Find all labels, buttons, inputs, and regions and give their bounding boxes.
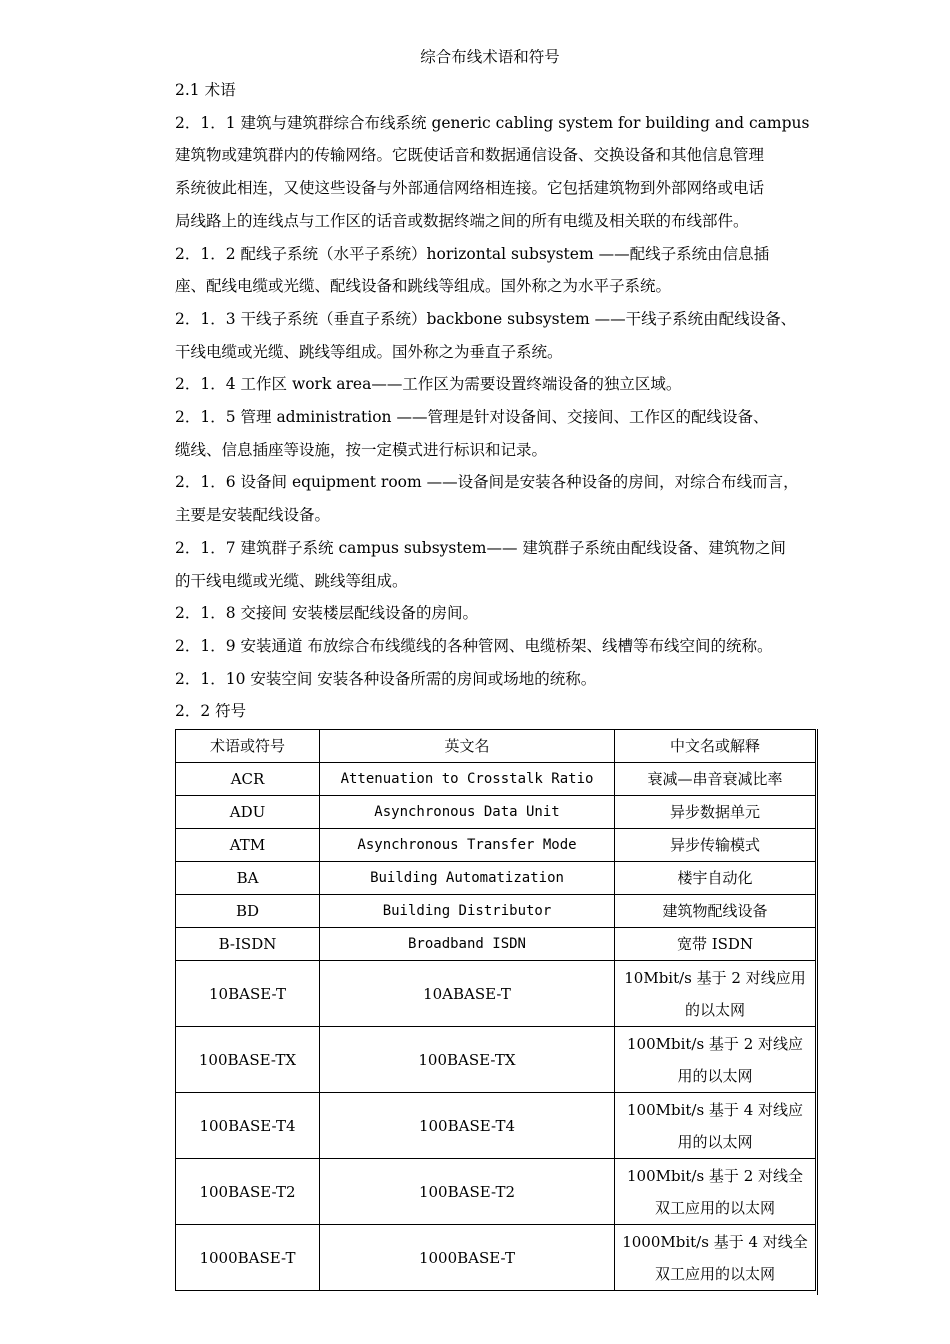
paragraph-line: 建筑物或建筑群内的传输网络。它既使话音和数据通信设备、交换设备和其他信息管理	[175, 146, 765, 165]
chinese-name-cell	[615, 796, 816, 829]
chinese-name-line: 衰减—串音衰减比率	[647, 770, 783, 788]
chinese-name-line: 楼宇自动化	[677, 869, 753, 887]
table-row	[176, 796, 816, 829]
table-header-cell: 术语或符号	[176, 730, 320, 763]
table-row	[176, 961, 816, 1027]
english-name-cell: 100BASE-T4	[320, 1093, 615, 1159]
paragraph-line: 缆线、信息插座等设施，按一定模式进行标识和记录。	[175, 440, 548, 459]
body-text	[175, 74, 815, 728]
table-header-cell: 中文名或解释	[615, 730, 816, 763]
chinese-name-cell	[615, 1027, 816, 1093]
english-name-cell: 10ABASE-T	[320, 961, 615, 1027]
chinese-name-line: 100Mbit/s 基于 2 对线全	[626, 1166, 804, 1185]
chinese-name-cell	[615, 961, 816, 1027]
english-name-cell: Building Automatization	[320, 862, 615, 895]
table-row	[176, 829, 816, 862]
chinese-name-cell	[615, 763, 816, 796]
chinese-name-line: 100Mbit/s 基于 4 对线应	[626, 1100, 804, 1119]
paragraph-line: 2．1．7 建筑群子系统 campus subsystem—— 建筑群子系统由配线设备、建筑物之间	[175, 538, 786, 557]
symbol-cell: ADU	[176, 796, 320, 829]
chinese-name-cell	[615, 1225, 816, 1291]
english-name-cell: 100BASE-TX	[320, 1027, 615, 1093]
table-row	[176, 928, 816, 961]
paragraph-line: 2．1．6 设备间 equipment room ——设备间是安装各种设备的房间，对综合布线而言，	[175, 473, 799, 492]
table-row	[176, 1093, 816, 1159]
chinese-name-line: 100Mbit/s 基于 2 对线应	[626, 1034, 804, 1053]
paragraph-line: 2．1．5 管理 administration ——管理是针对设备间、交接间、工作区的配线设备、	[175, 408, 769, 427]
chinese-name-line: 宽带 ISDN	[676, 935, 754, 953]
paragraph-line: 座、配线电缆或光缆、配线设备和跳线等组成。国外称之为水平子系统。	[175, 277, 672, 296]
section-heading-terms: 2.1 术语	[175, 81, 236, 99]
paragraph-line: 2．1．10 安装空间 安装各种设备所需的房间或场地的统称。	[175, 669, 597, 688]
table-row	[176, 895, 816, 928]
paragraph-line: 2．1．4 工作区 work area——工作区为需要设置终端设备的独立区域。	[175, 375, 682, 394]
chinese-name-line: 建筑物配线设备	[662, 902, 768, 920]
paragraph-line: 2．1．3 干线子系统（垂直子系统）backbone subsystem ——干线子系统由配线设备、	[175, 309, 797, 328]
english-name-cell: 1000BASE-T	[320, 1225, 615, 1291]
table-row	[176, 1225, 816, 1291]
paragraph-line: 2．1．1 建筑与建筑群综合布线系统 generic cabling system for building and campus	[175, 113, 810, 132]
table-right-rule	[817, 729, 818, 1295]
english-name-cell: Attenuation to Crosstalk Ratio	[320, 763, 615, 796]
section-heading-symbols: 2．2 符号	[175, 702, 247, 721]
english-name-cell: Asynchronous Transfer Mode	[320, 829, 615, 862]
table-row	[176, 862, 816, 895]
table-row	[176, 1027, 816, 1093]
chinese-name-line: 1000Mbit/s 基于 4 对线全	[622, 1232, 808, 1251]
page-title: 综合布线术语和符号	[420, 48, 560, 66]
symbol-cell: ACR	[176, 763, 320, 796]
paragraph-line: 系统彼此相连，又使这些设备与外部通信网络相连接。它包括建筑物到外部网络或电话	[175, 179, 765, 198]
paragraph-line: 2．1．9 安装通道 布放综合布线缆线的各种管网、电缆桥架、线槽等布线空间的统称。	[175, 636, 773, 655]
paragraph-line: 的干线电缆或光缆、跳线等组成。	[175, 571, 408, 590]
english-name-cell: Broadband ISDN	[320, 928, 615, 961]
symbol-cell: 100BASE-T4	[176, 1093, 320, 1159]
symbol-cell: 10BASE-T	[176, 961, 320, 1027]
table-row	[176, 1159, 816, 1225]
chinese-name-line: 用的以太网	[677, 1066, 753, 1085]
symbol-cell: B-ISDN	[176, 928, 320, 961]
chinese-name-line: 双工应用的以太网	[654, 1264, 775, 1283]
chinese-name-cell	[615, 862, 816, 895]
english-name-cell: Building Distributor	[320, 895, 615, 928]
chinese-name-line: 的以太网	[684, 1000, 745, 1019]
symbol-cell: 100BASE-T2	[176, 1159, 320, 1225]
paragraph-line: 干线电缆或光缆、跳线等组成。国外称之为垂直子系统。	[175, 342, 563, 361]
symbol-cell: BA	[176, 862, 320, 895]
chinese-name-cell	[615, 928, 816, 961]
paragraph-line: 2．1．8 交接间 安装楼层配线设备的房间。	[175, 604, 478, 623]
chinese-name-cell	[615, 1159, 816, 1225]
table-header-cell: 英文名	[320, 730, 615, 763]
chinese-name-line: 双工应用的以太网	[654, 1198, 775, 1217]
symbol-cell: 100BASE-TX	[176, 1027, 320, 1093]
paragraph-line: 局线路上的连线点与工作区的话音或数据终端之间的所有电缆及相关联的布线部件。	[175, 211, 749, 230]
english-name-cell: 100BASE-T2	[320, 1159, 615, 1225]
symbol-cell: 1000BASE-T	[176, 1225, 320, 1291]
table-row	[176, 763, 816, 796]
chinese-name-cell	[615, 1093, 816, 1159]
symbols-table	[175, 729, 816, 1291]
english-name-cell: Asynchronous Data Unit	[320, 796, 615, 829]
paragraph-line: 主要是安装配线设备。	[175, 506, 331, 525]
paragraph-line: 2．1．2 配线子系统（水平子系统）horizontal subsystem ——配线子系统由信息插	[175, 244, 770, 263]
symbol-cell: BD	[176, 895, 320, 928]
chinese-name-line: 异步传输模式	[669, 836, 760, 854]
chinese-name-line: 用的以太网	[677, 1132, 753, 1151]
table-header-row	[176, 730, 816, 763]
chinese-name-line: 10Mbit/s 基于 2 对线应用	[624, 968, 806, 987]
chinese-name-cell	[615, 829, 816, 862]
chinese-name-cell	[615, 895, 816, 928]
symbol-cell: ATM	[176, 829, 320, 862]
chinese-name-line: 异步数据单元	[669, 803, 760, 821]
